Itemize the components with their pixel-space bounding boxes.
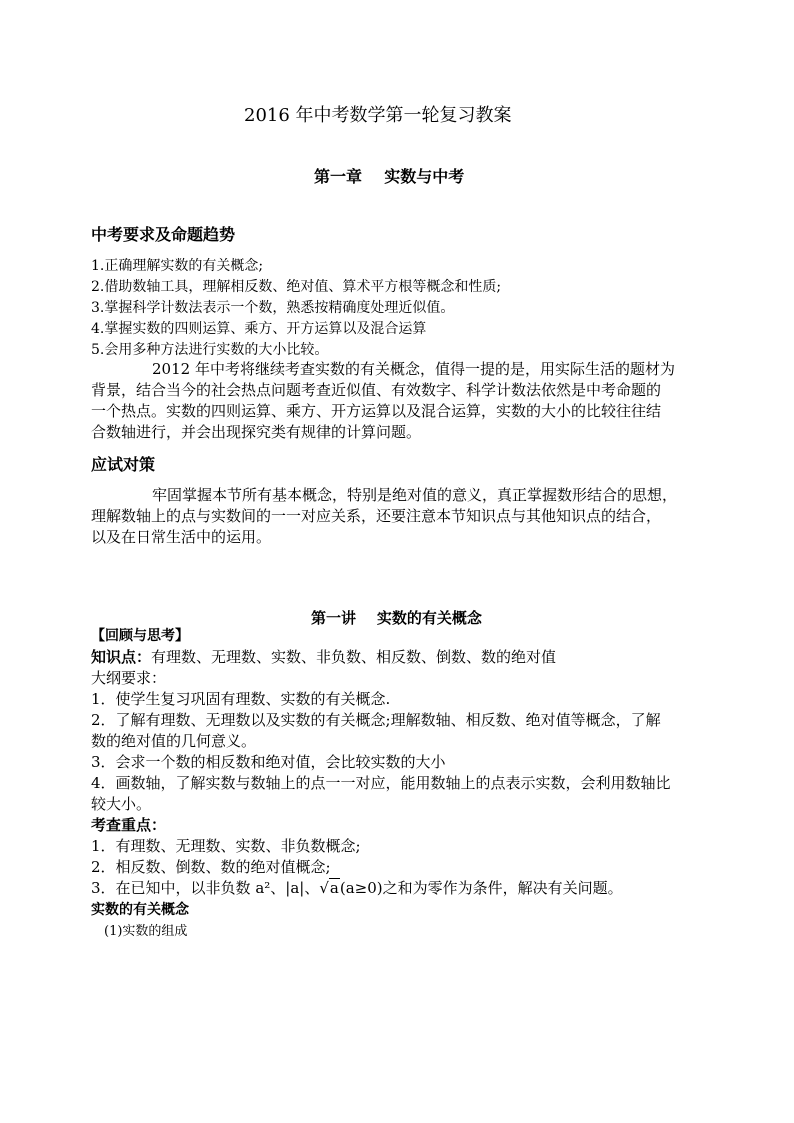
document-title: 2016 年中考数学第一轮复习教案	[244, 105, 512, 126]
requirement-item: 4.掌握实数的四则运算、乘方、开方运算以及混合运算	[91, 321, 427, 337]
outline-label: 大纲要求：	[91, 669, 167, 687]
outline-line: 2．了解有理数、无理数以及实数的有关概念;理解数轴、相反数、绝对值等概念，了解	[91, 711, 661, 729]
outline-line: 3．会求一个数的相反数和绝对值，会比较实数的大小	[91, 753, 446, 771]
requirement-item: 5.会用多种方法进行实数的大小比较。	[91, 342, 329, 358]
focus3-suffix: (a≥0)之和为零作为条件，解决有关问题。	[339, 879, 623, 897]
focus-line	[91, 877, 623, 898]
sqrt-symbol-icon: √	[319, 879, 329, 897]
outline-line: 数的绝对值的几何意义。	[91, 732, 257, 750]
strategy-paragraph-line: 理解数轴上的点与实数间的一一对应关系，还要注意本节知识点与其他知识点的结合，	[91, 507, 662, 525]
knowledge-points-line	[91, 646, 556, 667]
outline-line: 1．使学生复习巩固有理数、实数的有关概念.	[91, 690, 391, 708]
focus3-prefix: 3．在已知中，以非负数 a²、|a|、	[91, 879, 320, 897]
review-label: 【回顾与思考】	[91, 628, 189, 644]
concept-heading: 实数的有关概念	[91, 902, 189, 918]
trend-paragraph-line: 背景，结合当今的社会热点问题考查近似值、有效数字、科学计数法依然是中考命题的	[91, 381, 662, 399]
requirement-item: 1.正确理解实数的有关概念;	[91, 258, 264, 274]
focus-label: 考查重点：	[91, 816, 167, 834]
sqrt-radicand: a	[329, 879, 339, 897]
strategy-paragraph-line: 以及在日常生活中的运用。	[91, 528, 272, 546]
strategy-paragraph-line: 牢固掌握本节所有基本概念，特别是绝对值的意义，真正掌握数形结合的思想，	[152, 486, 678, 504]
trend-paragraph-line: 合数轴进行，并会出现探究类有规律的计算问题。	[91, 423, 422, 441]
square-root-expression	[319, 879, 340, 897]
trend-paragraph-line: 一个热点。实数的四则运算、乘方、开方运算以及混合运算，实数的大小的比较往往结	[91, 402, 662, 420]
outline-line: 较大小。	[91, 795, 152, 813]
knowledge-label: 知识点：	[91, 648, 152, 666]
knowledge-text: 有理数、无理数、实数、非负数、相反数、倒数、数的绝对值	[151, 648, 557, 666]
requirement-item: 3.掌握科学计数法表示一个数，熟悉按精确度处理近似值。	[91, 300, 455, 316]
outline-line: 4．画数轴，了解实数与数轴上的点一一对应，能用数轴上的点表示实数，会利用数轴比	[91, 774, 671, 792]
section-heading-requirements: 中考要求及命题趋势	[91, 225, 236, 244]
focus-line: 1．有理数、无理数、实数、非负数概念;	[91, 837, 361, 855]
trend-paragraph-line: 2012 年中考将继续考查实数的有关概念，值得一提的是，用实际生活的题材为	[152, 360, 675, 378]
lecture-title: 第一讲 实数的有关概念	[311, 609, 482, 627]
requirement-item: 2.借助数轴工具，理解相反数、绝对值、算术平方根等概念和性质;	[91, 279, 502, 295]
chapter-title: 第一章 实数与中考	[314, 167, 465, 186]
focus-line: 2．相反数、倒数、数的绝对值概念;	[91, 858, 331, 876]
section-heading-strategy: 应试对策	[91, 455, 156, 474]
concept-item: (1)实数的组成	[104, 924, 188, 939]
